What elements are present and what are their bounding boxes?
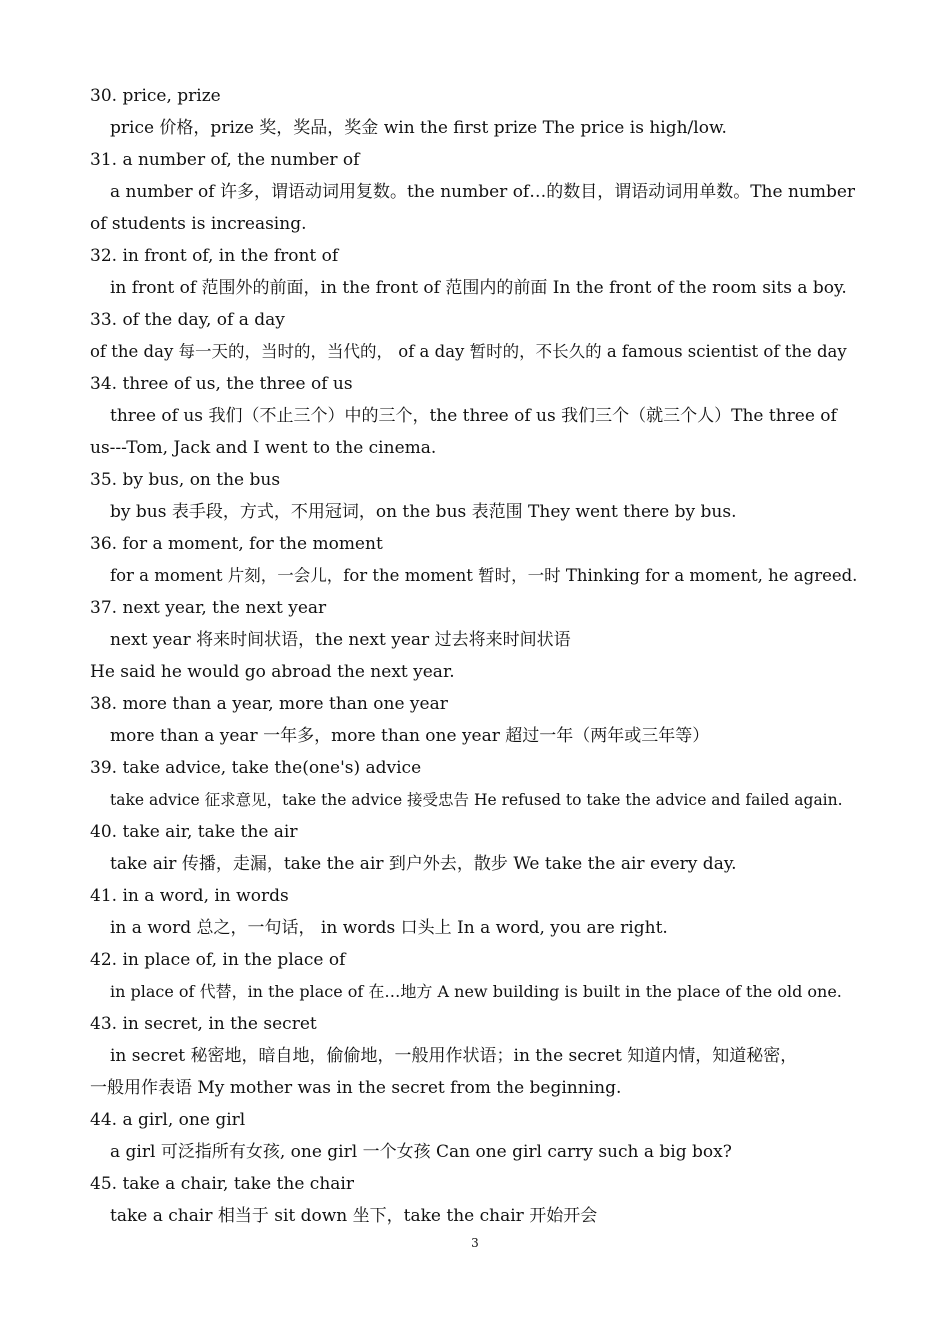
definition-line: more than a year 一年多，more than one year 超过一年（两年或三年等） xyxy=(110,726,710,746)
text-line: 37. next year, the next year xyxy=(90,598,327,618)
text-line: 42. in place of, in the place of xyxy=(90,950,346,970)
text-line: 32. in front of, in the front of xyxy=(90,246,339,266)
text-line: 39. take advice, take the(one's) advice xyxy=(90,758,422,778)
text-line: us---Tom, Jack and I went to the cinema. xyxy=(90,438,437,458)
text-line: 36. for a moment, for the moment xyxy=(90,534,383,554)
text-line: 30. price, prize xyxy=(90,86,221,106)
page-number: 3 xyxy=(471,1236,479,1250)
text-line: 34. three of us, the three of us xyxy=(90,374,353,394)
text-line: 44. a girl, one girl xyxy=(90,1110,246,1130)
definition-line: in front of 范围外的前面，in the front of 范围内的前面 In the front of the room sits a boy. xyxy=(110,278,847,298)
text-line: 45. take a chair, take the chair xyxy=(90,1174,354,1194)
definition-line: take air 传播，走漏，take the air 到户外去，散步 We take the air every day. xyxy=(110,854,737,874)
text-line: of students is increasing. xyxy=(90,214,307,234)
text-line: 43. in secret, in the secret xyxy=(90,1014,317,1034)
document-body xyxy=(90,80,862,1232)
text-line: 38. more than a year, more than one year xyxy=(90,694,448,714)
definition-line: take advice 征求意见，take the advice 接受忠告 He refused to take the advice and failed again. xyxy=(110,791,843,809)
definition-line: price 价格，prize 奖，奖品，奖金 win the first prize The price is high/low. xyxy=(110,118,727,138)
text-line: He said he would go abroad the next year. xyxy=(90,662,455,682)
definition-line: in place of 代替，in the place of 在…地方 A new building is built in the place of the old one. xyxy=(110,982,842,1001)
text-line: 31. a number of, the number of xyxy=(90,150,360,170)
definition-line: by bus 表手段，方式，不用冠词，on the bus 表范围 They went there by bus. xyxy=(110,502,737,522)
text-line: 40. take air, take the air xyxy=(90,822,298,842)
definition-line: three of us 我们（不止三个）中的三个，the three of us 我们三个（就三个人）The three of xyxy=(110,406,837,426)
definition-line: next year 将来时间状语，the next year 过去将来时间状语 xyxy=(110,630,571,650)
definition-line: take a chair 相当于 sit down 坐下，take the chair 开始开会 xyxy=(110,1206,598,1226)
text-line: of the day 每一天的，当时的，当代的， of a day 暂时的，不长久的 a famous scientist of the day xyxy=(90,342,847,361)
definition-line: in a word 总之，一句话， in words 口头上 In a word, you are right. xyxy=(110,918,668,938)
text-line: 一般用作表语 My mother was in the secret from the beginning. xyxy=(90,1078,622,1098)
text-line: 33. of the day, of a day xyxy=(90,310,285,330)
definition-line: a number of 许多，谓语动词用复数。the number of…的数目，谓语动词用单数。The number xyxy=(110,182,856,202)
definition-line: for a moment 片刻，一会儿，for the moment 暂时，一时 Thinking for a moment, he agreed. xyxy=(110,566,858,585)
definition-line: a girl 可泛指所有女孩, one girl 一个女孩 Can one girl carry such a big box? xyxy=(110,1142,732,1162)
text-line: 35. by bus, on the bus xyxy=(90,470,281,490)
definition-line: in secret 秘密地，暗自地，偷偷地，一般用作状语；in the secret 知道内情，知道秘密， xyxy=(110,1046,798,1066)
text-line: 41. in a word, in words xyxy=(90,886,289,906)
